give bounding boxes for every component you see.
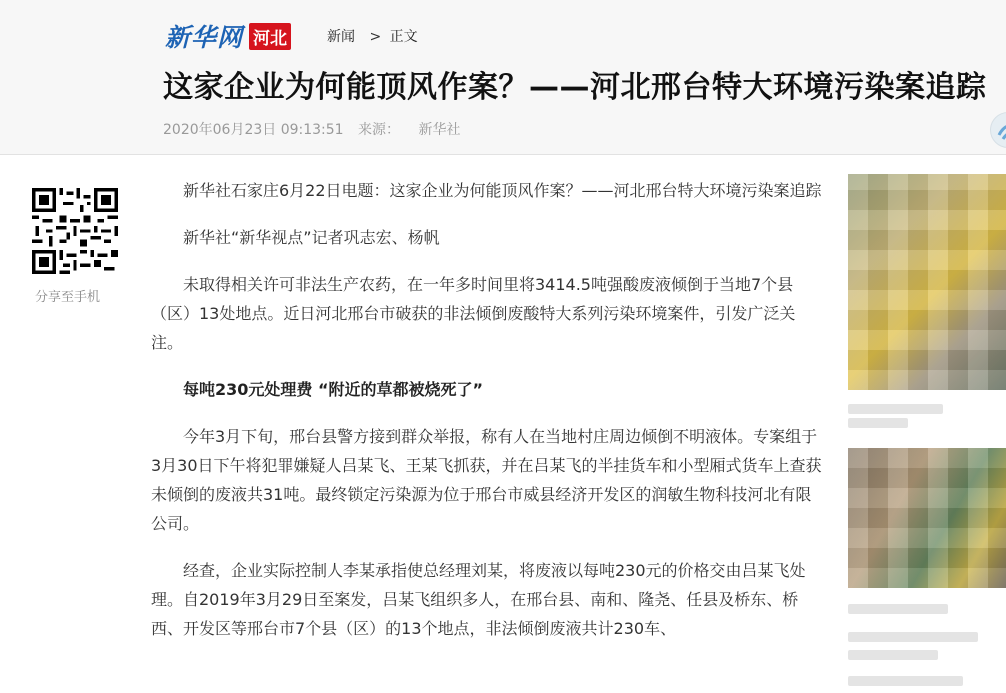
sidebar-thumbnail-caption[interactable] <box>848 418 908 428</box>
site-logo[interactable] <box>165 18 291 54</box>
source-name: 新华社 <box>418 122 461 138</box>
breadcrumb-separator: > <box>369 29 382 45</box>
publish-date: 2020年06月23日 09:13:51 <box>163 122 344 138</box>
breadcrumb <box>327 26 418 46</box>
logo-text[interactable]: 新华网 <box>165 23 244 52</box>
qr-share-label: 分享至手机 <box>35 290 101 305</box>
sidebar-thumbnail-caption[interactable] <box>848 404 943 414</box>
breadcrumb-current: 正文 <box>389 29 418 45</box>
sidebar-thumbnail-image[interactable] <box>848 174 1006 390</box>
sidebar-thumbnail-caption[interactable] <box>848 604 948 614</box>
logo-region-badge[interactable]: 河北 <box>249 23 291 50</box>
qr-code-image <box>32 188 118 274</box>
article-meta <box>163 119 471 139</box>
article-paragraph: 经查，企业实际控制人李某承指使总经理刘某，将废液以每吨230元的价格交由吕某飞处理。自2019年3月29日至案发，吕某飞组织多人，在邢台县、南和、隆尧、任县及桥东、桥西、开发区等邢台市7个县（区）的13个地点，非法倾倒废液共计230车、 <box>151 561 806 638</box>
sidebar-thumbnail-caption[interactable] <box>848 650 938 660</box>
page-header <box>0 0 1006 155</box>
share-icon[interactable] <box>990 112 1006 148</box>
sidebar-thumbnail-image[interactable] <box>848 448 1006 588</box>
article-paragraph: 今年3月下旬，邢台县警方接到群众举报，称有人在当地村庄周边倾倒不明液体。专案组于3月30日下午将犯罪嫌疑人吕某飞、王某飞抓获，并在吕某飞的半挂货车和小型厢式货车上查获未倾倒的废液共31吨。最终锁定污染源为位于邢台市威县经济开发区的润敏生物科技河北有限公司。 <box>151 427 822 533</box>
article-body <box>151 176 826 661</box>
article-paragraph: 新华社“新华视点”记者巩志宏、杨帆 <box>183 228 440 247</box>
article-title: 这家企业为何能顶风作案？——河北邢台特大环境污染案追踪 <box>163 70 987 105</box>
sidebar-thumbnail-caption[interactable] <box>848 632 978 642</box>
article-paragraph: 新华社石家庄6月22日电题：这家企业为何能顶风作案？——河北邢台特大环境污染案追踪 <box>183 181 822 200</box>
article-paragraph: 未取得相关许可非法生产农药，在一年多时间里将3414.5吨强酸废液倾倒于当地7个县（区）13处地点。近日河北邢台市破获的非法倾倒废酸特大系列污染环境案件，引发广泛关注。 <box>151 275 796 352</box>
source-label: 来源： <box>358 122 401 138</box>
breadcrumb-news-link[interactable]: 新闻 <box>327 29 355 45</box>
sidebar-thumbnail-caption[interactable] <box>848 676 963 686</box>
article-subheading: 每吨230元处理费 “附近的草都被烧死了” <box>183 380 484 399</box>
